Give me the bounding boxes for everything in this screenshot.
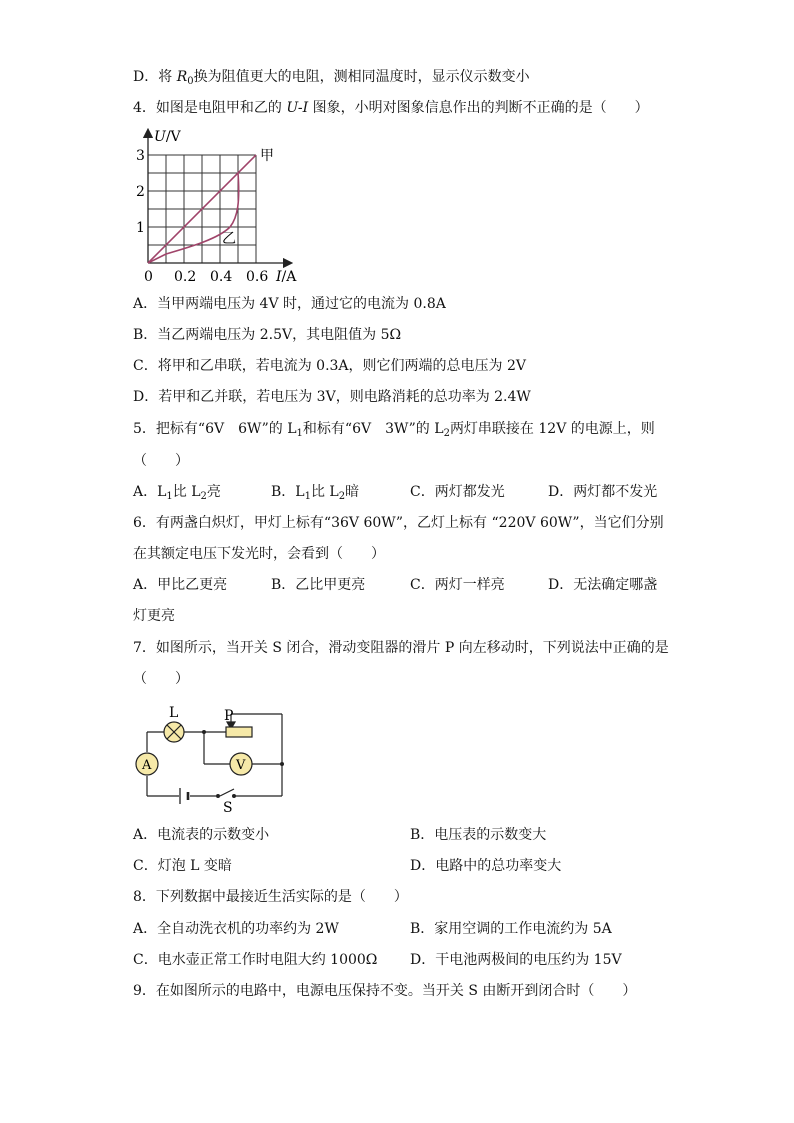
q3-option-d: D．将 $R_0$换为阻值更大的电阻，测相同温度时，显示仪示数变小 [133,69,530,87]
q7-option-b: B．电压表的示数变大 [410,827,547,843]
q9-stem: 9．在如图所示的电路中，电源电压保持不变。当开关 S 由断开到闭合时（ ） [133,983,637,999]
y-tick-2: 2 [136,184,145,200]
junction-dot [280,762,284,766]
q5-option-c: C．两灯都发光 [410,484,505,500]
q7-stem-line2: （ ） [133,671,189,687]
q4-option-a: A．当甲两端电压为 4V 时，通过它的电流为 0.8A [133,296,446,312]
origin-label: 0 [144,269,153,285]
q5-option-b: B．$L_1$比 $L_2$暗 [271,484,360,502]
x-tick-2: 0.4 [210,269,233,285]
q5-option-a: A．$L_1$比 $L_2$亮 [133,484,221,502]
curve-yi-label: 乙 [222,231,236,247]
voltmeter-label: V [236,758,246,773]
curve-jia-label: 甲 [260,148,274,164]
q4-stem: 4．如图是电阻甲和乙的 U-I 图象，小明对图象信息作出的判断不正确的是（ ） [133,100,649,116]
q5-paren: （ ） [133,453,189,469]
q6-option-a: A．甲比乙更亮 [133,577,228,593]
q6-option-d: D．无法确定哪盏 [548,577,658,593]
q5-stem: 5．把标有“6V 6W”的 $L_1$和标有“6V 3W”的 $L_2$两灯串联接在 12V 的电源上，则 [133,421,655,439]
q5-option-d: D．两灯都不发光 [548,484,658,500]
switch-contact-dot [232,794,236,798]
q4-option-d: D．若甲和乙并联，若电压为 3V，则电路消耗的总功率为 2.4W [133,389,531,405]
y-tick-3: 3 [136,148,145,164]
x-tick-1: 0.2 [174,269,197,285]
x-tick-3: 0.6 [246,269,269,285]
ammeter-label: A [142,758,152,773]
q6-option-d-cont: 灯更亮 [133,608,175,624]
y-axis-label: U/V [154,129,181,145]
q7-circuit-diagram [130,700,290,815]
switch-label: S [223,800,233,815]
q4-option-b: B．当乙两端电压为 2.5V，其电阻值为 5Ω [133,327,402,343]
x-axis-label: I/A [276,269,297,285]
q4-ui-graph [130,123,310,288]
slider-label: P [224,708,234,724]
q6-option-b: B．乙比甲更亮 [271,577,366,593]
q6-stem-line2: 在其额定电压下发光时，会看到（ ） [133,546,385,562]
battery [180,788,188,804]
q8-stem: 8．下列数据中最接近生活实际的是（ ） [133,889,408,905]
q7-stem-line1: 7．如图所示，当开关 S 闭合，滑动变阻器的滑片 P 向左移动时，下列说法中正确的是 [133,640,669,656]
q8-option-a: A．全自动洗衣机的功率约为 2W [133,921,339,937]
rheostat [226,727,252,737]
lamp-label: L [169,705,179,721]
junction-dot [202,730,206,734]
q7-option-a: A．电流表的示数变小 [133,827,270,843]
q4-option-c: C．将甲和乙串联，若电流为 0.3A，则它们两端的总电压为 2V [133,358,527,374]
q7-option-c: C．灯泡 L 变暗 [133,858,232,874]
q7-option-d: D．电路中的总功率变大 [410,858,562,874]
switch-pivot-dot [216,794,220,798]
q6-stem-line1: 6．有两盏白炽灯，甲灯上标有“36V 60W”，乙灯上标有 “220V 60W”，当它们分别 [133,515,664,531]
q8-option-d: D．干电池两极间的电压约为 15V [410,952,622,968]
q6-option-c: C．两灯一样亮 [410,577,505,593]
q8-option-c: C．电水壶正常工作时电阻大约 1000Ω [133,952,378,968]
lamp-l [164,722,184,742]
q8-option-b: B．家用空调的工作电流约为 5A [410,921,612,937]
y-tick-1: 1 [136,220,145,236]
